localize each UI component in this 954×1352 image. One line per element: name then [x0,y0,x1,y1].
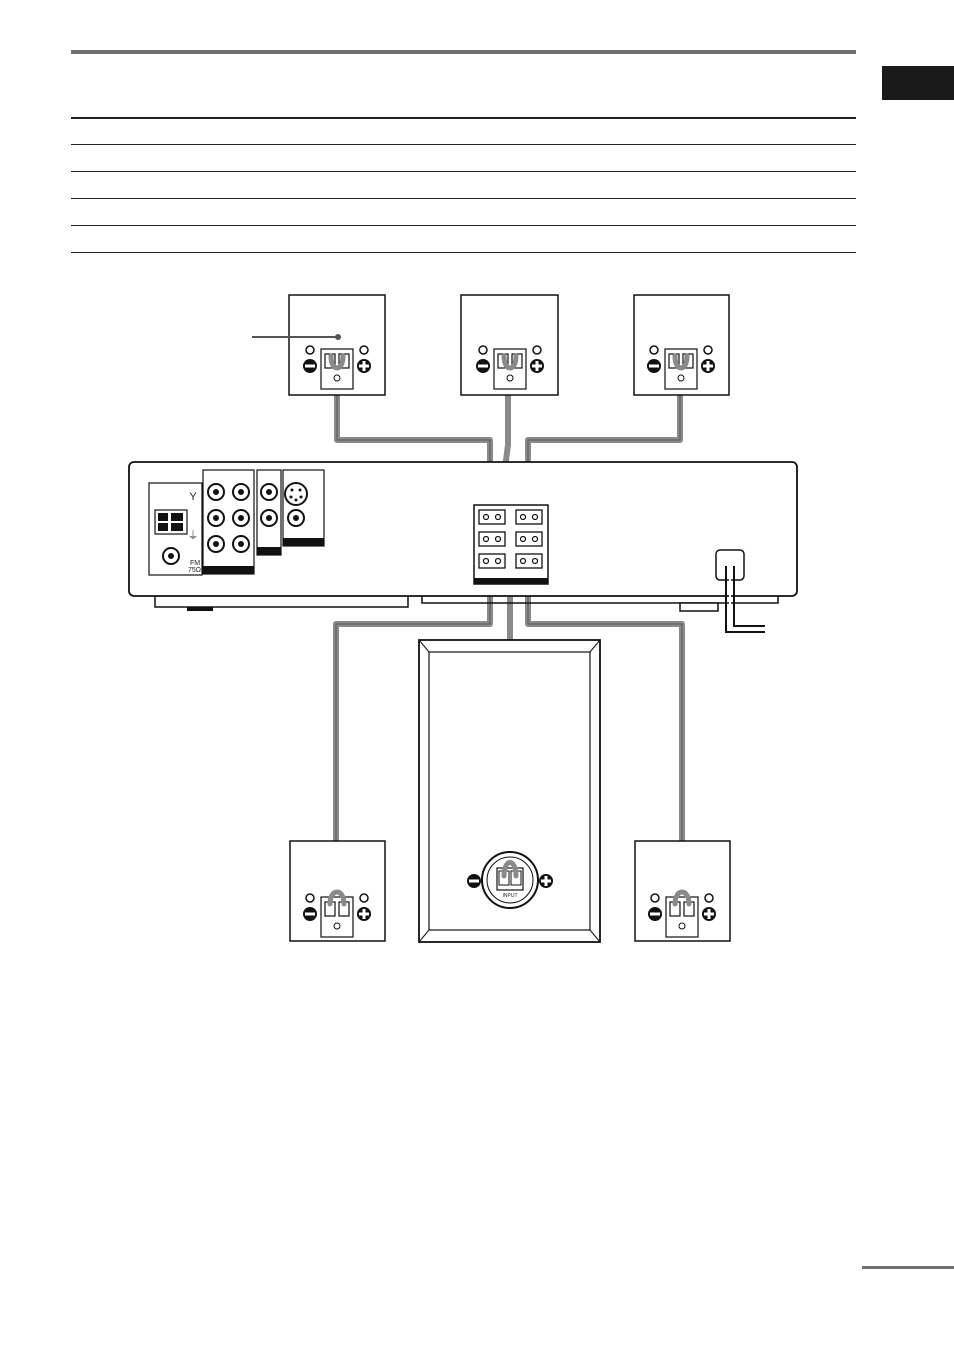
continued-rule [862,1266,954,1269]
fm-label: FM [190,560,201,567]
ground-icon: ⏚ [187,530,199,542]
am-antenna-icon: Y [189,491,197,503]
speaker-front-left [289,295,385,395]
subwoofer [419,640,600,942]
speaker-output-terminals [474,505,548,584]
ohm-label: 75Ω [188,567,202,574]
receiver-rear-panel [129,462,797,632]
speaker-front-right [634,295,729,395]
antenna-terminal-block [149,483,202,575]
speaker-center [461,295,558,395]
subwoofer-input-label: INPUT [502,893,518,899]
